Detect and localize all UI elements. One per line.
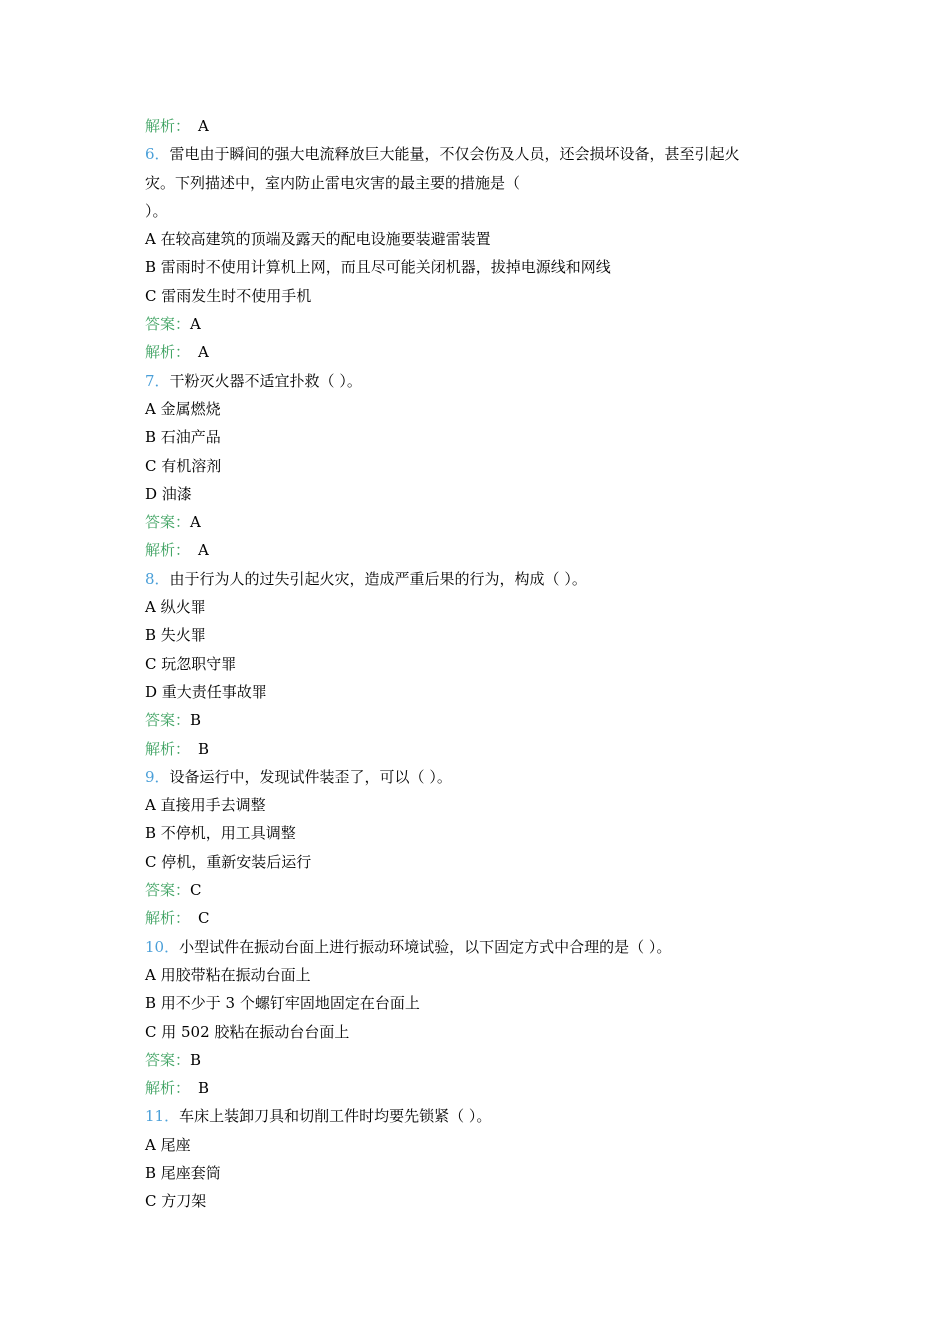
answer-value: B (190, 711, 202, 730)
answer-value: A (190, 315, 201, 334)
analysis-label: 解析： (145, 343, 191, 362)
question-number: 7． (145, 371, 170, 390)
answer-value: C (190, 881, 202, 900)
answer-line (145, 706, 825, 734)
analysis-value: C (198, 909, 210, 928)
analysis-line (145, 338, 825, 366)
analysis-line (145, 112, 825, 140)
option-line: B 失火罪 (145, 626, 206, 645)
option-line: C 停机，重新安装后运行 (145, 852, 312, 871)
text-line: ）。 (145, 201, 168, 220)
option-line: D 油漆 (145, 484, 192, 503)
question-number: 6． (145, 145, 170, 164)
option-line: A 金属燃烧 (145, 399, 221, 418)
question-text: 干粉灭火器不适宜扑救（ ）。 (169, 371, 362, 390)
question-number: 9． (145, 767, 170, 786)
answer-label: 答案： (145, 711, 191, 730)
analysis-label: 解析： (145, 909, 191, 928)
analysis-label: 解析： (145, 541, 191, 560)
answer-line (145, 508, 825, 536)
analysis-line (145, 904, 825, 932)
option-line: C 玩忽职守罪 (145, 654, 237, 673)
answer-line (145, 310, 825, 338)
analysis-line (145, 1074, 825, 1102)
analysis-label: 解析： (145, 739, 191, 758)
answer-line (145, 876, 825, 904)
option-line: A 用胶带粘在振动台面上 (145, 965, 311, 984)
option-line: B 雷雨时不使用计算机上网，而且尽可能关闭机器，拔掉电源线和网线 (145, 258, 611, 277)
option-line: A 尾座 (145, 1135, 191, 1154)
question-text: 雷电由于瞬间的强大电流释放巨大能量，不仅会伤及人员，还会损坏设备，甚至引起火 (169, 145, 740, 164)
option-line: B 用不少于 3 个螺钉牢固地固定在台面上 (145, 994, 420, 1013)
question-line (145, 565, 825, 593)
analysis-value: B (198, 739, 210, 758)
answer-label: 答案： (145, 1050, 191, 1069)
question-line (145, 933, 825, 961)
analysis-label: 解析： (145, 117, 191, 135)
text-line: 灾。下列描述中，室内防止雷电灾害的最主要的措施是（ (145, 173, 521, 192)
option-line: C 方刀架 (145, 1192, 207, 1211)
option-line: B 不停机，用工具调整 (145, 824, 296, 843)
option-line: A 在较高建筑的顶端及露天的配电设施要装避雷装置 (145, 230, 491, 249)
analysis-value: A (198, 343, 209, 362)
option-line: A 直接用手去调整 (145, 796, 266, 815)
option-line: B 尾座套筒 (145, 1163, 221, 1182)
analysis-label: 解析： (145, 1079, 191, 1098)
analysis-line (145, 735, 825, 763)
analysis-value: A (198, 541, 209, 560)
option-line: B 石油产品 (145, 428, 221, 447)
answer-line (145, 1046, 825, 1074)
question-line (145, 367, 825, 395)
question-text: 小型试件在振动台面上进行振动环境试验，以下固定方式中合理的是（ ）。 (179, 937, 672, 956)
answer-label: 答案： (145, 513, 191, 532)
answer-value: B (190, 1050, 202, 1069)
question-text: 设备运行中，发现试件装歪了，可以（ ）。 (169, 767, 452, 786)
analysis-value: B (198, 1079, 210, 1098)
answer-value: A (190, 513, 201, 532)
option-line: A 纵火罪 (145, 598, 206, 617)
option-line: C 用 502 胶粘在振动台台面上 (145, 1022, 350, 1041)
answer-label: 答案： (145, 881, 191, 900)
question-line (145, 1102, 825, 1130)
option-line: C 有机溶剂 (145, 456, 222, 475)
question-number: 11． (145, 1107, 180, 1126)
question-line (145, 763, 825, 791)
option-line: C 雷雨发生时不使用手机 (145, 286, 312, 305)
analysis-line (145, 536, 825, 564)
option-line: D 重大责任事故罪 (145, 682, 267, 701)
document-page (145, 112, 825, 1216)
answer-label: 答案： (145, 315, 191, 334)
question-number: 10． (145, 937, 180, 956)
analysis-value: A (198, 117, 209, 135)
question-line (145, 140, 825, 168)
question-text: 车床上装卸刀具和切削工件时均要先锁紧（ ）。 (179, 1107, 492, 1126)
question-number: 8． (145, 569, 170, 588)
question-text: 由于行为人的过失引起火灾，造成严重后果的行为，构成（ ）。 (169, 569, 587, 588)
